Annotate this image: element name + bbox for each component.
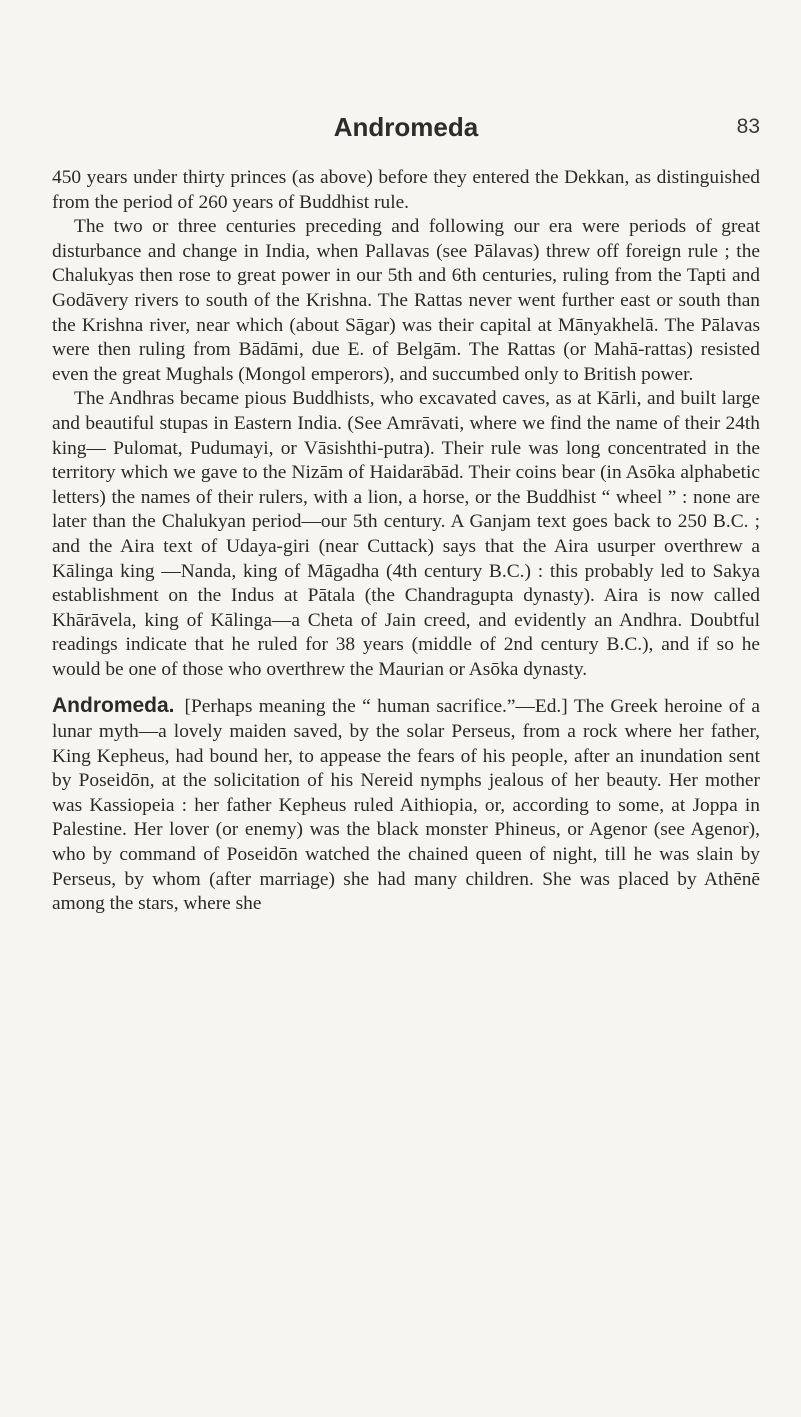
running-title: Andromeda (333, 112, 479, 142)
paragraph: The Andhras became pious Buddhists, who excavated caves, as at Kārli, and built large and beautiful stupas in Eastern India. (See Amrāvati, where we find the name of their 24th king— Pulomat, Pudumayi, or Vāsishthi-putra). Their rule was long concentrated in the territory which we gave to the Nizām of Haidarābād. Their coins bear (in Asōka alphabetic letters) the names of their rulers, with a lion, a horse, or the Buddhist “ wheel ” : none are later than the Chalukyan period—our 5th century. A Ganjam text goes back to 250 B.C. ; and the Aira text of Udaya-giri (near Cuttack) says that the Aira usurper overthrew a Kālinga king —Nanda, king of Māgadha (4th century B.C.) : this probably led to Sakya establishment on the Indus at Pātala (the Chandragupta dynasty). Aira is now called Khārāvela, king of Kālinga—a Cheta of Jain creed, and evidently an Andhra. Doubtful readings indicate that he ruled for 38 years (middle of 2nd century B.C.), and if so he would be one of those who overthrew the Maurian or Asōka dynasty. (52, 388, 760, 680)
page-number: 83 (736, 115, 760, 138)
dictionary-entry (52, 694, 760, 916)
paragraph: 450 years under thirty princes (as above) before they entered the Dekkan, as distinguished from the period of 260 years of Buddhist rule. (52, 167, 760, 213)
running-head (52, 112, 760, 152)
entry-headword: Andromeda. (52, 694, 175, 718)
entry-text: [Perhaps meaning the “ human sacrifice.”—Ed.] The Greek heroine of a lunar myth—a lovely maiden saved, by the solar Perseus, from a rock where her father, King Kepheus, had bound her, to appease the fears of his people, after an inundation sent by Poseidōn, at the solicitation of his Nereid nymphs jealous of her beauty. Her mother was Kassiopeia : her father Kepheus ruled Aithiopia, or, according to some, at Joppa in Palestine. Her lover (or enemy) was the black monster Phineus, or Agenor (see Agenor), who by command of Poseidōn watched the chained queen of night, till he was slain by Perseus, by whom (after marriage) she had many children. She was placed by Athēnē among the stars, where she (52, 696, 760, 915)
paragraph: The two or three centuries preceding and following our era were periods of great disturbance and change in India, when Pallavas (see Pālavas) threw off foreign rule ; the Chalukyas then rose to great power in our 5th and 6th centuries, ruling from the Tapti and Godāvery rivers to south of the Krishna. The Rattas never went further east or south than the Krishna river, near which (about Sāgar) was their capital at Mānyakhelā. The Pālavas were then ruling from Bādāmi, due E. of Belgām. The Rattas (or Mahā-rattas) resisted even the great Mughals (Mongol emperors), and succumbed only to British power. (52, 216, 760, 385)
body-text (52, 166, 760, 917)
